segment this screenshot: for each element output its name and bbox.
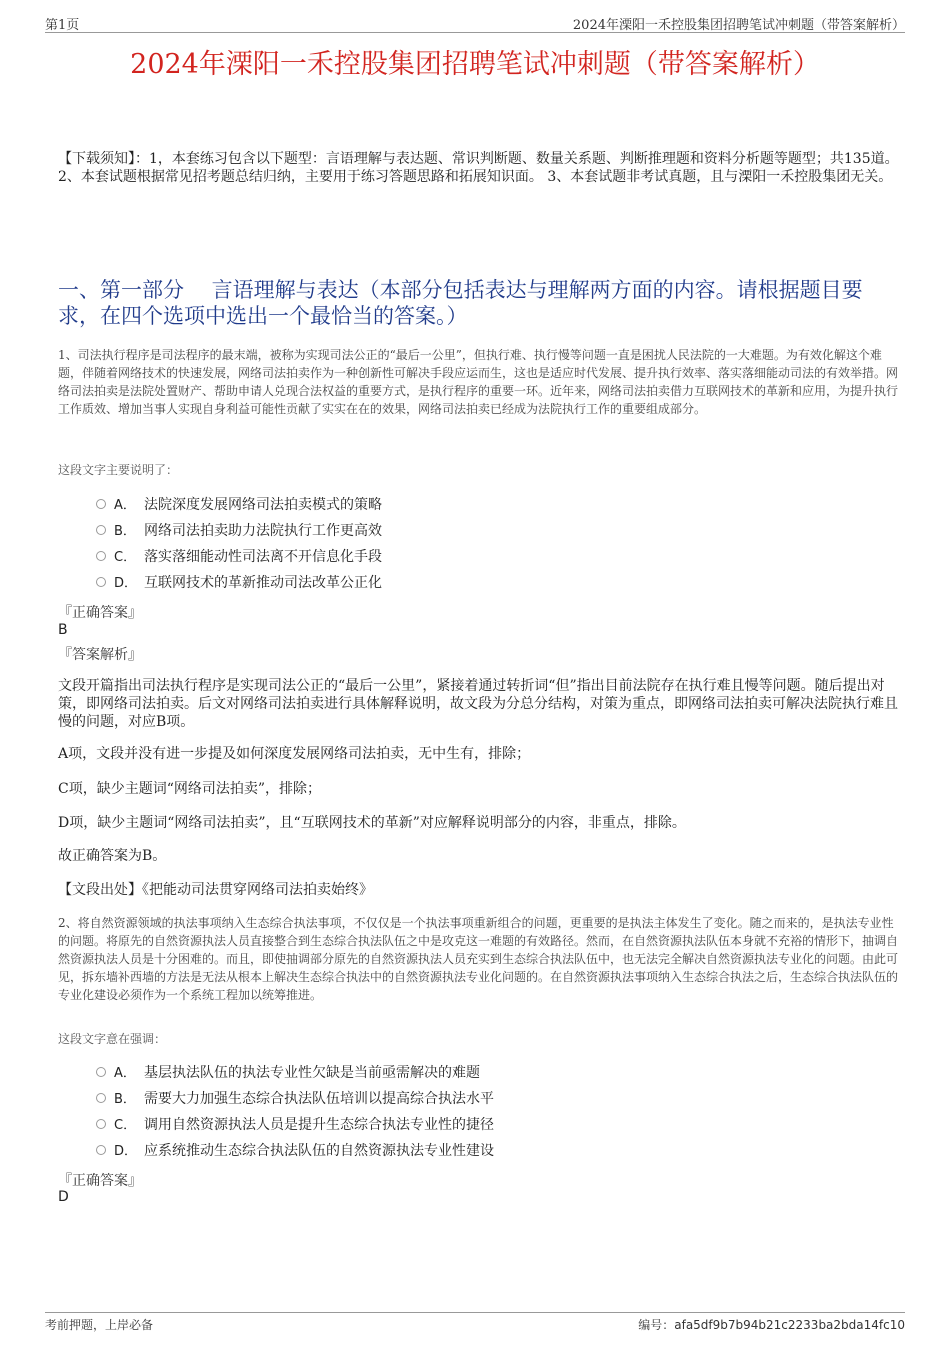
- q2-answer-label: 『正确答案』: [58, 1173, 142, 1189]
- footer-slogan: 考前押题，上岸必备: [45, 1318, 154, 1332]
- header-doc-title: 2024年溧阳一禾控股集团招聘笔试冲刺题（带答案解析）: [572, 18, 905, 33]
- q1-analysis-paragraph: A项，文段并没有进一步提及如何深度发展网络司法拍卖，无中生有，排除；: [58, 746, 531, 762]
- radio-icon[interactable]: [96, 577, 106, 587]
- q1-option-b[interactable]: B． 网络司法拍卖助力法院执行工作更高效: [96, 521, 382, 541]
- q1-analysis-paragraph: D项，缺少主题词“网络司法拍卖”，且“互联网技术的革新”对应解释说明部分的内容，非重点，排除。: [58, 815, 686, 831]
- page-footer: [45, 1312, 905, 1333]
- page-title: 2024年溧阳一禾控股集团招聘笔试冲刺题（带答案解析）: [130, 49, 820, 80]
- question-2-text: 2、将自然资源领域的执法事项纳入生态综合执法事项，不仅仅是一个执法事项重新组合的问题，更重要的是执法主体发生了变化。随之而来的，是执法专业性的问题。将原先的自然资源执法人员直接整合到生态综合执法队伍之中是攻克这一难题的有效路径。然而，在自然资源执法队伍本身就不充裕的情形下，抽调自然资源执法人员是十分困难的。而且，即使抽调部分原先的自然资源执法人员充实到生态综合执法队伍中，也无法完全解决自然资源执法专业化的问题。由此可见，拆东墙补西墙的方法是无法从根本上解决生态综合执法中的自然资源执法专业化问题的。在自然资源执法事项纳入生态综合执法之后，生态综合执法队伍的专业化建设必须作为一个系统工程加以统筹推进。: [58, 916, 899, 1002]
- footer-code: 编号：afa5df9b7b94b21c2233ba2bda14fc10: [638, 1318, 905, 1332]
- radio-icon[interactable]: [96, 1119, 106, 1129]
- q1-analysis-label: 『答案解析』: [58, 647, 142, 663]
- question-1-prompt: 这段文字主要说明了：: [58, 463, 179, 477]
- q2-option-c[interactable]: C． 调用自然资源执法人员是提升生态综合执法专业性的捷径: [96, 1115, 494, 1135]
- download-notice: 【下载须知】：1，本套练习包含以下题型：言语理解与表达题、常识判断题、数量关系题、判断推理题和资料分析题等题型；共135道。 2、本套试题根据常见招考题总结归纳，主要用于练习答题思路和拓展知识面。 3、本套试题非考试真题，且与溧阳一禾控股集团无关。: [58, 151, 899, 185]
- q1-option-d[interactable]: D． 互联网技术的革新推动司法改革公正化: [96, 573, 382, 593]
- q1-option-a[interactable]: A． 法院深度发展网络司法拍卖模式的策略: [96, 495, 382, 515]
- q2-option-a[interactable]: A． 基层执法队伍的执法专业性欠缺是当前亟需解决的难题: [96, 1063, 480, 1083]
- question-2-prompt: 这段文字意在强调：: [58, 1032, 167, 1046]
- q2-option-b[interactable]: B． 需要大力加强生态综合执法队伍培训以提高综合执法水平: [96, 1089, 494, 1109]
- page-number: 第1页: [45, 18, 80, 33]
- q1-answer: B: [58, 622, 68, 638]
- q2-option-d[interactable]: D． 应系统推动生态综合执法队伍的自然资源执法专业性建设: [96, 1141, 494, 1161]
- q1-analysis-paragraph: C项，缺少主题词“网络司法拍卖”，排除；: [58, 781, 322, 797]
- page-header: [45, 12, 905, 33]
- radio-icon[interactable]: [96, 525, 106, 535]
- question-1-text: 1、司法执行程序是司法程序的最末端，被称为实现司法公正的“最后一公里”，但执行难、执行慢等问题一直是困扰人民法院的一大难题。为有效化解这个难题，伴随着网络技术的快速发展，网络司法拍卖作为一种创新性可解决手段应运而生，这也是适应时代发展、提升执行效率、落实落细能动司法的有效举措。网络司法拍卖是法院处置财产、帮助申请人兑现合法权益的重要方式，是执行程序的重要一环。近年来，网络司法拍卖借力互联网技术的革新和应用，为提升执行工作质效、增加当事人实现自身利益可能性贡献了实实在在的效果，网络司法拍卖已经成为法院执行工作的重要组成部分。: [58, 348, 899, 416]
- radio-icon[interactable]: [96, 1093, 106, 1103]
- section-heading: 一、第一部分 言语理解与表达（本部分包括表达与理解两方面的内容。请根据题目要求，在四个选项中选出一个最恰当的答案。）: [58, 278, 863, 328]
- q1-source: 【文段出处】《把能动司法贯穿网络司法拍卖始终》: [58, 882, 373, 898]
- q1-analysis-paragraph: 故正确答案为B。: [58, 848, 167, 864]
- q1-answer-label: 『正确答案』: [58, 605, 142, 621]
- radio-icon[interactable]: [96, 1067, 106, 1077]
- q1-analysis-paragraph: 文段开篇指出司法执行程序是实现司法公正的“最后一公里”，紧接着通过转折词“但”指出目前法院存在执行难且慢等问题。随后提出对策，即网络司法拍卖。后文对网络司法拍卖进行具体解释说明，故文段为分总分结构，对策为重点，即网络司法拍卖可解决法院执行难且慢的问题，对应B项。: [58, 678, 898, 730]
- radio-icon[interactable]: [96, 499, 106, 509]
- q2-answer: D: [58, 1189, 69, 1205]
- radio-icon[interactable]: [96, 551, 106, 561]
- radio-icon[interactable]: [96, 1145, 106, 1155]
- q1-option-c[interactable]: C． 落实落细能动性司法离不开信息化手段: [96, 547, 382, 567]
